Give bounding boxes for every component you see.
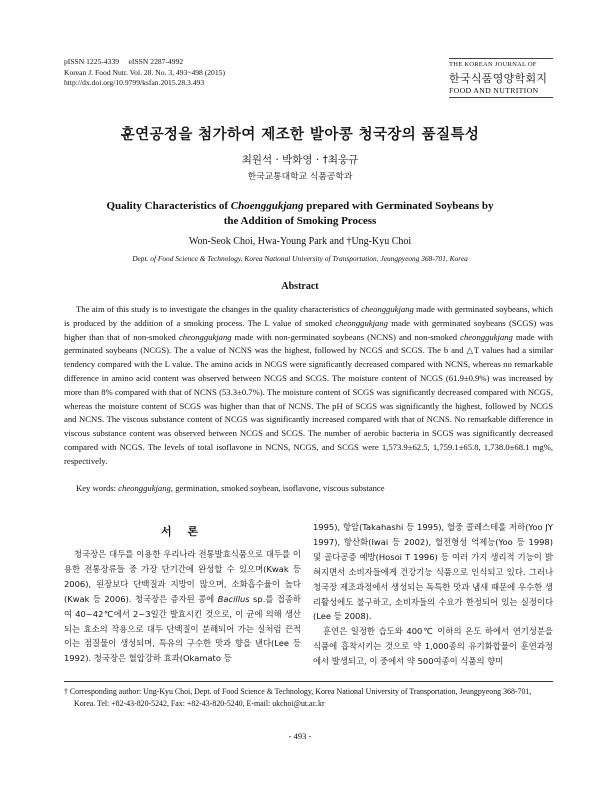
title-italic-term: Choenggukjang <box>230 200 304 212</box>
keywords-label: Key words: <box>76 483 119 493</box>
intro-paragraph-right-1: 1995), 항암(Takahashi 등 1995), 혈중 콜레스테롤 저하(Yoo JY 1997), 항산화(Iwai 등 2002), 혈전형성 억제능(Yoo 등 1998) 및 골다공증 예방(Hosoi T 1996) 등 여러 가지 생리적 기능이 밝혀지면서 소비자들에게 건강기능 식품으로 인식되고 있다. 그러나 청국장 제조과정에서 생성되는 독특한 맛과 냄새 때문에 우수한 생리활성에도 불구하고, 소비자들의 수요가 한정되어 있는 실정이다(Lee 등 2008). <box>313 522 553 622</box>
title-english <box>0 199 600 228</box>
authors-english: Won-Seok Choi, Hwa-Young Park and †Ung-Kyu Choi <box>188 236 412 247</box>
abstract-text: The aim of this study is to investigate the changes in the quality characteristics of <box>76 304 362 314</box>
title-text: Quality Characteristics of <box>106 200 231 212</box>
abstract-text: made with germinated soybeans, which is produced by the addition of a smoking process. The L value of smoked <box>64 304 553 328</box>
abstract-heading: Abstract <box>281 281 319 292</box>
issn-line: pISSN 1225-4339 eISSN 2287-4992 <box>64 57 184 66</box>
corresponding-author-footnote: † Corresponding author: Ung-Kyu Choi, Dept. of Food Science & Technology, Korea National University of Transportation, Jeungpyeong 368-701, Korea. Tel: +82-43-820-5242, Fax: +82-43-820-5240, E-mail: ukchoi@ut.ac.kr <box>64 687 532 709</box>
footnote-divider <box>64 681 553 682</box>
keywords-list: , germination, smoked soybean, isoflavone, viscous substance <box>170 483 385 493</box>
intro-paragraph-left <box>64 547 301 666</box>
affiliation-korean: 한국교통대학교 식품공학과 <box>247 172 353 182</box>
doi-link[interactable]: http://dx.doi.org/10.9799/ksfan.2015.28.3.493 <box>64 78 205 88</box>
affiliation-english: Dept. of Food Science & Technology, Korea National University of Transportation, Jeungpyeong 368-701, Korea <box>132 254 468 263</box>
intro-text: 청국장은 대두를 이용한 우리나라 전통발효식품으로 대두를 이용한 전통장류들 중 가장 단기간에 완성할 수 있으며(Kwak 등 2006), 된장보다 단백질과 지방이 많으며, 소화흡수율이 높다(Kwak 등 2006). 청국장은 증자된 콩에 <box>64 549 301 604</box>
journal-logo <box>449 58 553 98</box>
body-column-left <box>64 523 301 666</box>
abstract-text: made with germinated soybeans (NCGS). The a value of NCNS was the highest, followed by NCGS and SCGS. The b and △T values had a similar tendency compared with the L value. The amino acids in NCGS were significantly decreased compared with NCNS, whereas no remarkable difference in amino acid content was observed between NCGS and SCGS. The moisture content of NCGS (61.9±0.9%) was increased by more than 8% compared with that of NCNS (53.3±0.7%). The moisture content of SCGS was significantly decreased compared with NCGS, whereas the moisture content of SCGS was higher than that of NCNS. The pH of SCGS was significantly the highest, followed by NCGS and NCNS. The viscous substance content of NCGS was significantly increased compared with that of NCNS. No remarkable difference in viscous substance content was observed between NCGS and SCGS. The number of aerobic bacteria in SCGS was significantly decreased compared with NCGS. The levels of total isoflavone in NCNS, NCGS, and SCGS were 1,573.9±62.5, 1,759.1±65.8, 1,738.0±68.1 mg%, respectively. <box>64 331 553 466</box>
journal-name-ko: 한국식품영양학회지 <box>449 72 548 85</box>
journal-name-en-top: THE KOREAN JOURNAL OF <box>449 58 553 68</box>
body-column-right <box>313 520 553 669</box>
page-number: - 493 - <box>288 731 312 741</box>
intro-italic: Bacillus <box>217 593 250 604</box>
citation-line: Korean J. Food Nutr. Vol. 28. No. 3, 493~498 (2015) <box>64 67 225 77</box>
title-english-line1 <box>0 199 600 214</box>
abstract-italic: cheonggukjang <box>335 317 388 328</box>
intro-paragraph-right-2: 훈연은 일정한 습도와 400℃ 이하의 온도 하에서 연기성분을 식품에 흡착시키는 것으로 약 1,000종의 유기화합물이 훈연과정에서 발생되고, 이 중에서 약 500여종이 식품의 향미 <box>313 626 553 667</box>
journal-name-en-bottom: FOOD AND NUTRITION <box>449 86 553 98</box>
title-english-line2: the Addition of Smoking Process <box>223 214 377 227</box>
keywords <box>64 483 553 493</box>
keywords-italic: cheonggukjang <box>118 483 171 493</box>
intro-text: sp.를 접종하여 40~42℃에서 2~3일간 발효시킨 것으로, 이 균에 의해 생산되는 효소의 작용으로 대두 단백질이 분해되어 가는 실처럼 끈적이는 점질물이 생성되며, 특유의 구수한 맛과 향을 낸다(Lee 등 1992). 청국장은 혈압강하 효과(Okamato 등 <box>64 593 301 664</box>
abstract-italic: cheonggukjang <box>460 331 513 342</box>
publication-meta <box>64 57 225 89</box>
abstract-italic: cheonggukjang <box>178 331 232 342</box>
abstract-body <box>64 303 553 469</box>
abstract-italic: cheonggukjang <box>361 304 414 314</box>
title-text: prepared with Germinated Soybeans by <box>303 200 494 212</box>
abstract-text: made with non-germinated soybeans (NCNS) and non-smoked <box>231 331 461 342</box>
section-heading-introduction: 서 론 <box>160 525 205 538</box>
authors-korean: 최원석 · 박화영 · †최웅규 <box>241 154 359 166</box>
title-korean: 훈연공정을 첨가하여 제조한 발아콩 청국장의 품질특성 <box>120 127 480 143</box>
abstract-text: made with germinated soybeans (SCGS) was higher than that of non-smoked <box>64 317 553 342</box>
